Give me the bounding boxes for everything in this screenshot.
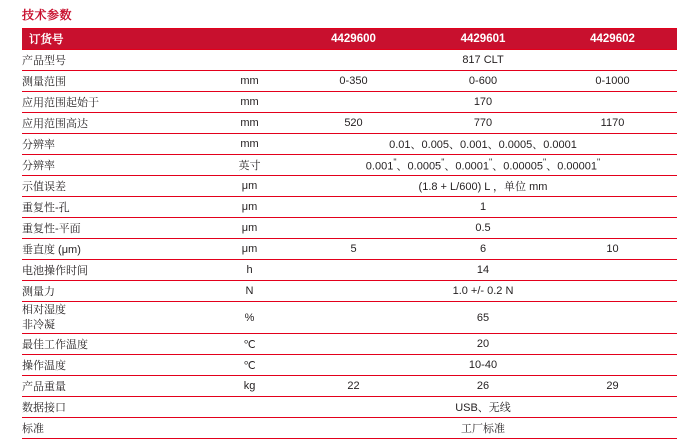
row-label: 测量范围 <box>22 71 210 92</box>
table-row <box>22 197 677 218</box>
table-header-row <box>22 29 677 50</box>
row-label: 测量力 <box>22 281 210 302</box>
row-label: 重复性-孔 <box>22 197 210 218</box>
table-row <box>22 376 677 397</box>
table-body <box>22 50 677 439</box>
row-value: 0.01、0.005、0.001、0.0005、0.0001 <box>289 134 677 155</box>
row-value: (1.8 + L/600) L ，单位 mm <box>289 176 677 197</box>
row-unit: μm <box>210 218 289 239</box>
row-value-3: 0-1000 <box>548 71 677 92</box>
row-value-2: 770 <box>418 113 548 134</box>
row-value-1: 5 <box>289 239 418 260</box>
table-row <box>22 418 677 439</box>
row-unit: ℃ <box>210 334 289 355</box>
row-label: 产品重量 <box>22 376 210 397</box>
table-row <box>22 239 677 260</box>
table-row <box>22 355 677 376</box>
row-value: 1 <box>289 197 677 218</box>
table-row <box>22 92 677 113</box>
row-unit: mm <box>210 71 289 92</box>
row-label: 数据接口 <box>22 397 210 418</box>
row-unit: kg <box>210 376 289 397</box>
row-value: 10-40 <box>289 355 677 376</box>
row-unit: ℃ <box>210 355 289 376</box>
row-unit <box>210 50 289 71</box>
row-unit: mm <box>210 134 289 155</box>
table-row <box>22 134 677 155</box>
row-value: 0.5 <box>289 218 677 239</box>
row-label: 分辨率 <box>22 155 210 176</box>
row-label: 分辨率 <box>22 134 210 155</box>
row-label: 相对湿度 非冷凝 <box>22 302 210 334</box>
header-unit <box>210 29 289 50</box>
row-unit: mm <box>210 113 289 134</box>
row-label: 应用范围起始于 <box>22 92 210 113</box>
row-value: 20 <box>289 334 677 355</box>
row-value-1: 22 <box>289 376 418 397</box>
table-row <box>22 281 677 302</box>
row-unit <box>210 397 289 418</box>
row-value: 65 <box>289 302 677 334</box>
row-value-3: 10 <box>548 239 677 260</box>
row-value: USB、无线 <box>289 397 677 418</box>
specifications-table <box>22 28 677 439</box>
row-label: 电池操作时间 <box>22 260 210 281</box>
table-row <box>22 155 677 176</box>
row-unit <box>210 418 289 439</box>
row-value-1: 0-350 <box>289 71 418 92</box>
row-unit: μm <box>210 197 289 218</box>
row-value-1: 520 <box>289 113 418 134</box>
row-unit: mm <box>210 92 289 113</box>
header-variant-3: 4429602 <box>548 29 677 50</box>
table-row <box>22 218 677 239</box>
header-variant-2: 4429601 <box>418 29 548 50</box>
table-row <box>22 260 677 281</box>
row-label: 垂直度 (μm) <box>22 239 210 260</box>
page-title: 技术参数 <box>22 8 73 22</box>
row-label: 应用范围高达 <box>22 113 210 134</box>
row-value-2: 0-600 <box>418 71 548 92</box>
row-label: 最佳工作温度 <box>22 334 210 355</box>
row-value-2: 6 <box>418 239 548 260</box>
row-value: 0.001"、0.0005"、0.0001"、0.00005"、0.00001" <box>289 155 677 176</box>
row-unit: h <box>210 260 289 281</box>
table-header <box>22 29 677 50</box>
table-row <box>22 334 677 355</box>
row-unit: 英寸 <box>210 155 289 176</box>
row-unit: % <box>210 302 289 334</box>
row-value: 14 <box>289 260 677 281</box>
row-label: 示值误差 <box>22 176 210 197</box>
row-value-3: 1170 <box>548 113 677 134</box>
row-value: 工厂标准 <box>289 418 677 439</box>
header-order-number: 订货号 <box>22 29 210 50</box>
row-unit: μm <box>210 239 289 260</box>
row-value-3: 29 <box>548 376 677 397</box>
row-unit: μm <box>210 176 289 197</box>
row-value-2: 26 <box>418 376 548 397</box>
table-row <box>22 176 677 197</box>
table-row <box>22 113 677 134</box>
table-row <box>22 50 677 71</box>
row-value: 817 CLT <box>289 50 677 71</box>
table-row <box>22 397 677 418</box>
table-row <box>22 71 677 92</box>
row-value: 1.0 +/- 0.2 N <box>289 281 677 302</box>
row-label: 产品型号 <box>22 50 210 71</box>
row-unit: N <box>210 281 289 302</box>
row-label: 标准 <box>22 418 210 439</box>
row-label: 操作温度 <box>22 355 210 376</box>
row-value: 170 <box>289 92 677 113</box>
table-row <box>22 302 677 334</box>
row-label: 重复性-平面 <box>22 218 210 239</box>
header-variant-1: 4429600 <box>289 29 418 50</box>
